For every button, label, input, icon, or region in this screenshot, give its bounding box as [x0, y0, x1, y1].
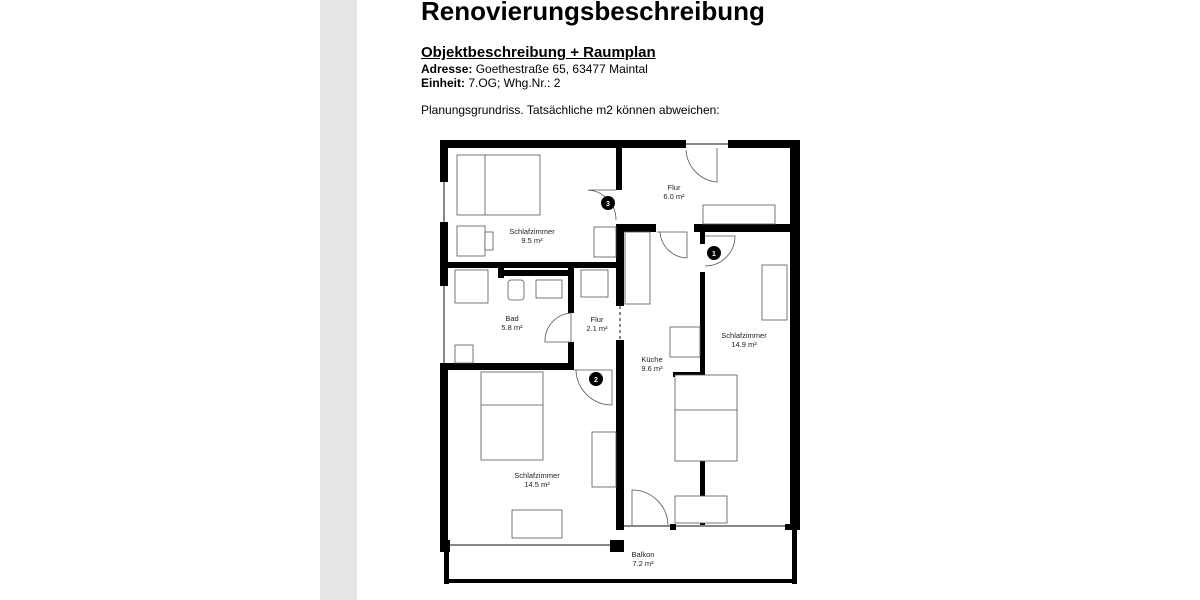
desk-icon	[457, 226, 485, 256]
room-area: 9.6 m²	[641, 364, 663, 373]
room-area: 9.5 m²	[521, 236, 543, 245]
doors	[545, 148, 735, 525]
section-heading: Objektbeschreibung + Raumplan	[421, 44, 656, 61]
room-area: 7.2 m²	[632, 559, 654, 568]
room-name: Schlafzimmer	[509, 227, 555, 236]
marker-3: 3	[606, 201, 610, 208]
address-value: Goethestraße 65, 63477 Maintal	[472, 62, 648, 76]
unit-label: Einheit:	[421, 76, 465, 90]
kitchen-counter-icon	[625, 232, 650, 304]
bed-icon	[675, 375, 737, 461]
room-name: Küche	[641, 355, 663, 364]
document-title: Renovierungsbeschreibung	[421, 0, 765, 26]
marker-1: 1	[712, 251, 716, 258]
shower-icon	[455, 270, 488, 303]
room-name: Schlafzimmer	[514, 471, 560, 480]
room-area: 5.8 m²	[501, 323, 523, 332]
toilet-icon	[508, 280, 524, 300]
desk-icon	[594, 227, 616, 257]
wardrobe-icon	[762, 265, 787, 320]
desk-icon	[512, 510, 562, 538]
room-area: 14.9 m²	[731, 340, 757, 349]
bed-icon	[481, 372, 543, 460]
room-name: Bad	[505, 314, 519, 323]
room-area: 2.1 m²	[586, 324, 608, 333]
cabinet-icon	[455, 345, 473, 363]
wardrobe-icon	[703, 205, 775, 224]
marker-2: 2	[594, 377, 598, 384]
bed-icon	[457, 155, 540, 215]
plan-note: Planungsgrundriss. Tatsächliche m2 können abweichen:	[421, 103, 720, 117]
table-icon	[670, 327, 700, 357]
room-name: Flur	[667, 183, 681, 192]
desk-icon	[675, 496, 727, 523]
sink-icon	[536, 280, 562, 298]
washing-machine-icon	[581, 270, 608, 297]
room-name: Flur	[590, 315, 604, 324]
wardrobe-icon	[592, 432, 616, 487]
room-area: 14.5 m²	[524, 480, 550, 489]
room-area: 6.0 m²	[663, 192, 685, 201]
address-label: Adresse:	[421, 62, 473, 76]
room-name: Schlafzimmer	[721, 331, 767, 340]
unit-value: 7.OG; Whg.Nr.: 2	[465, 76, 561, 90]
room-name: Balkon	[631, 550, 655, 559]
